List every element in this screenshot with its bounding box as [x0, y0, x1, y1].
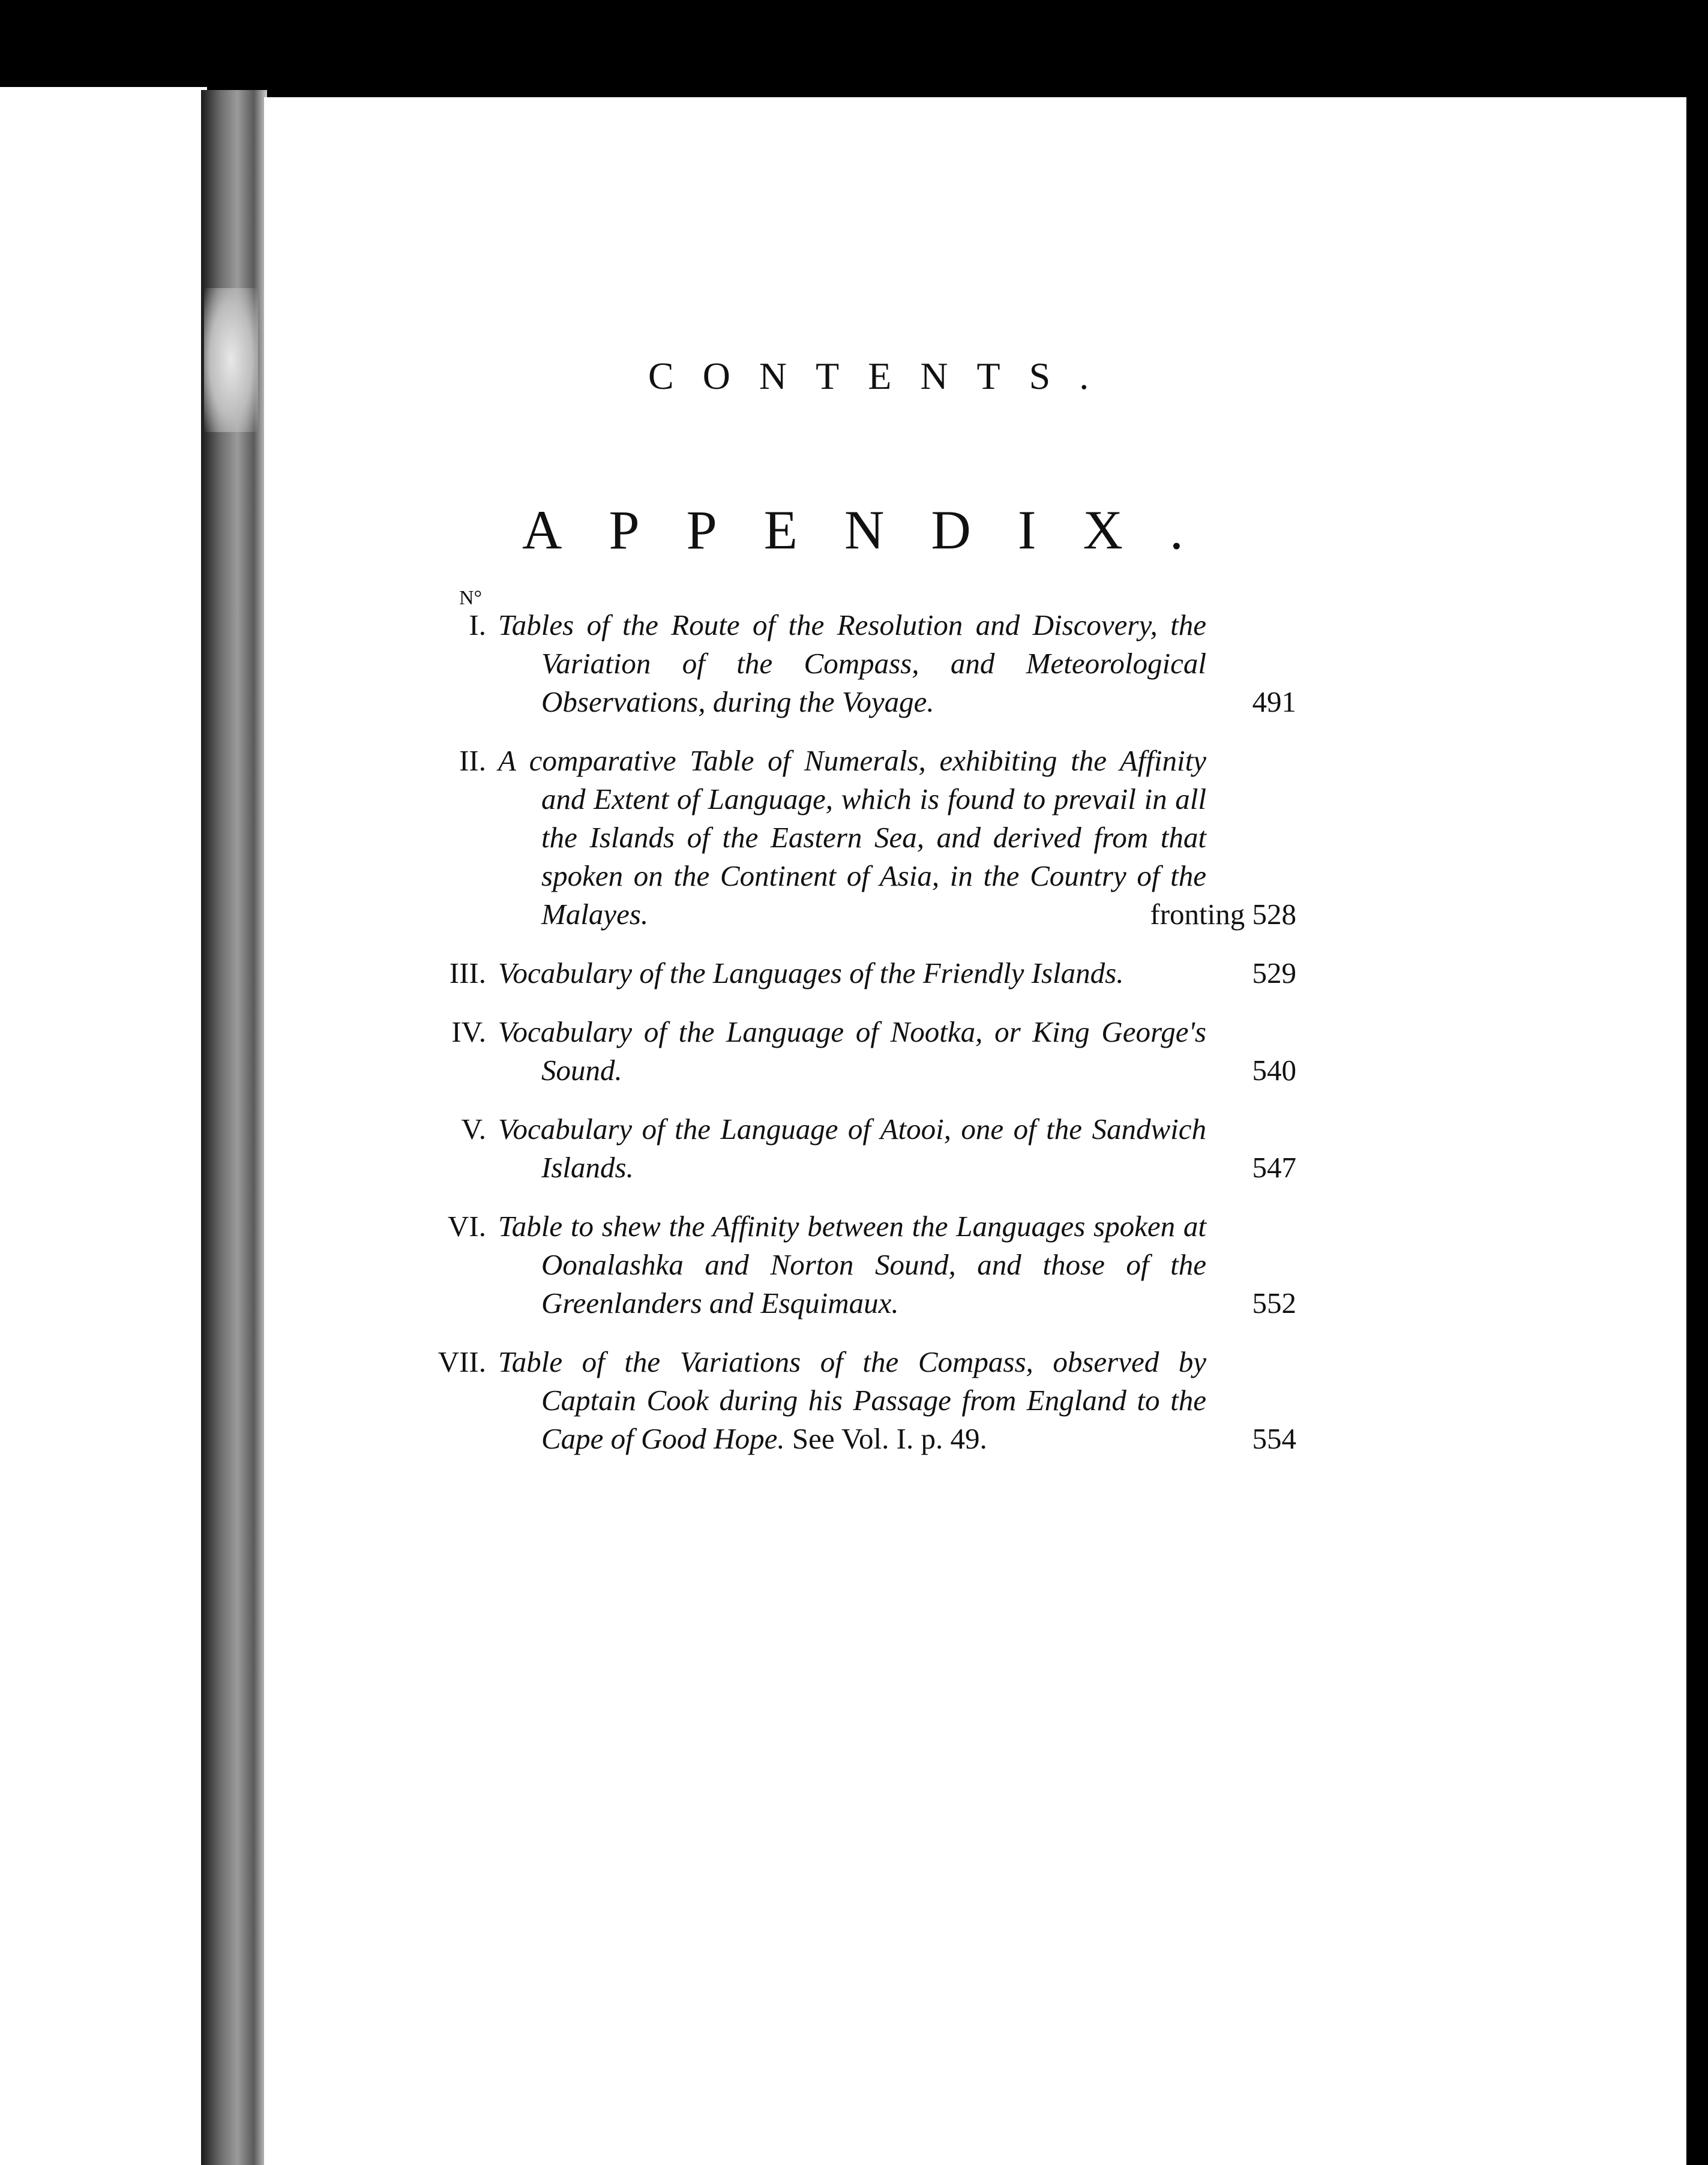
entry-number: VII. [438, 1345, 486, 1378]
entry-title: Vocabulary of the Language of Nootka, or King George's Sound. [498, 1015, 1206, 1087]
entry-page-number: 554 [1252, 1422, 1296, 1455]
toc-entry-4 [414, 1013, 1296, 1090]
entry-note: See Vol. I. p. 49. [792, 1422, 987, 1455]
entry-number: III. [449, 956, 486, 989]
entry-page-number: 491 [1252, 685, 1296, 718]
toc-entry-5 [414, 1110, 1296, 1187]
entry-title: A comparative Table of Numerals, exhibiting the Affinity and Extent of Language, which is found to prevail in all the Islands of the Eastern Sea, and derived from that spoken on the Continent of Asia, in the Country of the Malayes. [498, 744, 1206, 931]
scan-border-right [1690, 0, 1708, 2165]
toc-entry-7 [414, 1343, 1296, 1458]
entry-page-number: 552 [1252, 1287, 1296, 1320]
number-label: N° [459, 587, 483, 609]
toc-entry-1 [414, 606, 1296, 721]
entry-title: Vocabulary of the Languages of the Friendly Islands. [498, 956, 1124, 989]
entry-page-number: 529 [1252, 956, 1296, 989]
entry-number: IV. [451, 1015, 486, 1048]
table-of-contents [414, 606, 1296, 1479]
toc-entry-3 [414, 954, 1296, 992]
entry-title: Tables of the Route of the Resolution and Discovery, the Variation of the Compass, and Meteorological Observations, during the Voyage. [498, 608, 1206, 718]
entry-number: II. [459, 744, 486, 777]
facing-page-edge [0, 87, 207, 2165]
entry-page-number: 540 [1252, 1054, 1296, 1087]
entry-page-number: 547 [1252, 1151, 1296, 1184]
contents-heading: CONTENTS. [648, 355, 1118, 397]
paper-stain [204, 288, 258, 432]
entry-title: Table to shew the Affinity between the Languages spoken at Oonalashka and Norton Sound, and those of the Greenlanders and Esquimaux. [498, 1210, 1206, 1320]
appendix-heading: APPENDIX. [522, 499, 1230, 560]
entry-page-number: fronting 528 [1150, 898, 1296, 931]
entry-number: I. [469, 608, 486, 641]
entry-title: Vocabulary of the Language of Atooi, one of the Sandwich Islands. [498, 1113, 1206, 1184]
entry-number: VI. [448, 1210, 486, 1243]
toc-entry-6 [414, 1207, 1296, 1323]
entry-title: Table of the Variations of the Compass, observed by Captain Cook during his Passage from England to the Cape of Good Hope. See Vol. I. p. 49. [498, 1345, 1206, 1455]
entry-number: V. [461, 1113, 486, 1146]
toc-entry-2 [414, 742, 1296, 934]
